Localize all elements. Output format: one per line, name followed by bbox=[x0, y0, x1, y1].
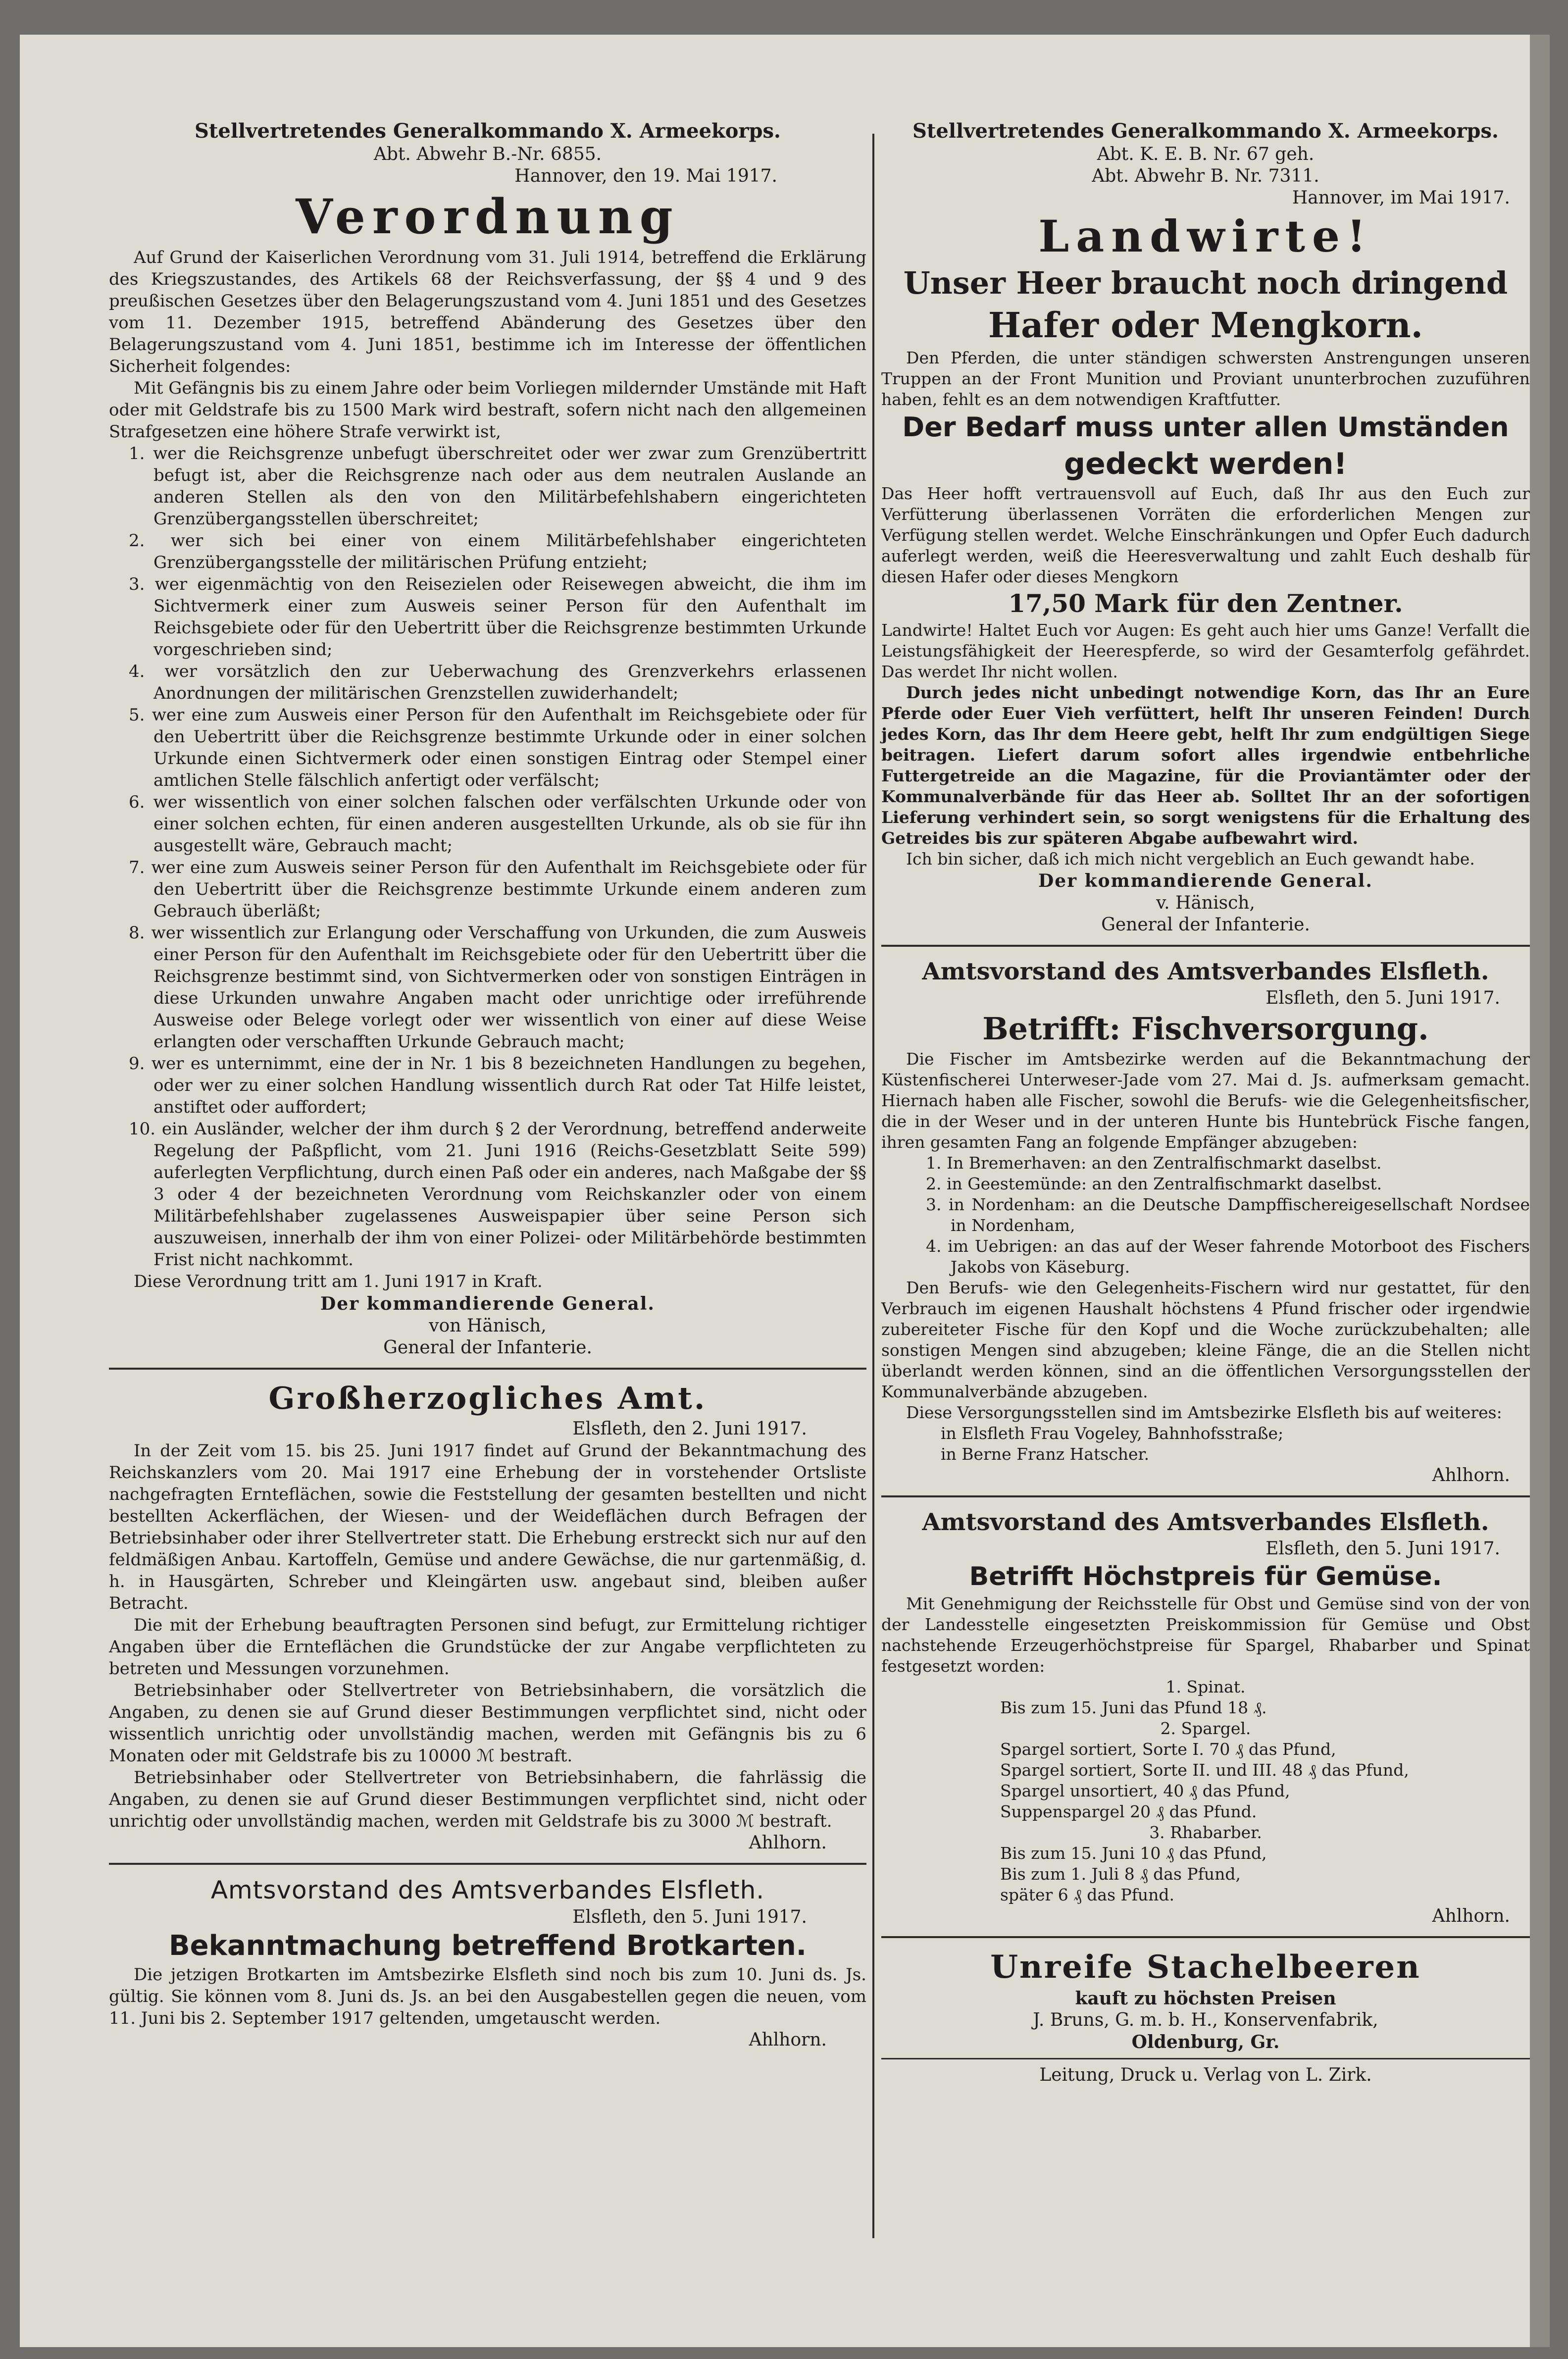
r3-line-9: Bis zum 15. Juni 10 ₰ das Pfund, bbox=[1000, 1844, 1267, 1863]
l1-item-5: 5. wer eine zum Ausweis einer Person für den Aufenthalt im Reichsgebiete oder für den Uebertritt über die Reichsgrenze bestimmte Urkunde oder in einer solchen Urkunde einen Sichtvermerk oder einen sonstigen Eintrag oder Stempel einer amtlichen Stelle fälschlich anfertigt oder verfälscht; bbox=[129, 705, 866, 790]
ad-line-2: J. Bruns, G. m. b. H., Konservenfabrik, bbox=[1033, 2010, 1378, 2030]
l2-place-date: Elsfleth, den 2. Juni 1917. bbox=[572, 1419, 807, 1439]
r1-p2: Das Heer hofft vertrauensvoll auf Euch, daß Ihr aus den Euch zur Verfütterung überlassenen Vorräten die erforderlichen Mengen zur Verfügung stellen werdet. Welche Einschränkungen und Opfer Euch dadurch auferlegt werden, weiß die Heeresverwaltung und zahlt Euch deshalb für diesen Hafer oder dieses Mengkorn bbox=[881, 484, 1530, 586]
l3-title: Bekanntmachung betreffend Brotkarten. bbox=[168, 1930, 807, 1962]
l1-item-7: 7. wer eine zum Ausweis seiner Person für den Aufenthalt im Reichsgebiete oder für den Uebertritt über die Reichsgrenze bestimmte Urkunde einem anderen zum Gebrauch überläßt; bbox=[129, 858, 866, 921]
imprint: Leitung, Druck u. Verlag von L. Zirk. bbox=[1039, 2065, 1372, 2085]
r3-line-1: 1. Spinat. bbox=[1165, 1677, 1246, 1696]
r3-line-7: Suppenspargel 20 ₰ das Pfund. bbox=[1000, 1802, 1257, 1821]
r3-place-date: Elsfleth, den 5. Juni 1917. bbox=[1265, 1538, 1500, 1559]
r1-p1: Den Pferden, die unter ständigen schwersten Anstrengungen unseren Truppen an der Front Munition und Proviant ununterbrochen zuzuführen haben, fehlt es an dem notwendigen Kraftfutter. bbox=[881, 348, 1530, 409]
separator bbox=[881, 1936, 1530, 1938]
r3-title: Betrifft Höchstpreis für Gemüse. bbox=[969, 1562, 1442, 1591]
r1-sig-title: Der kommandierende General. bbox=[1038, 871, 1373, 891]
r1-ref2: Abt. Abwehr B. Nr. 7311. bbox=[1092, 166, 1319, 186]
r3-line-8: 3. Rhabarber. bbox=[1149, 1823, 1262, 1842]
l1-title: Verordnung bbox=[296, 189, 680, 245]
separator bbox=[881, 945, 1530, 947]
l2-p1: In der Zeit vom 15. bis 25. Juni 1917 findet auf Grund der Bekanntmachung des Reichskanzlers vom 20. Mai 1917 eine Erhebung der in vorstehender Ortsliste nachgefragten Ernteflächen, sowie die Feststellung der gesamten bestellten und nicht bestellten Ackerflächen, der Wiesen- und der Weideflächen durch Befragen der Betriebsinhaber oder ihrer Stellvertreter statt. Die Erhebung erstreckt sich nur auf den feldmäßigen Anbau. Kartoffeln, Gemüse und andere Gewächse, die nur gartenmäßig, d. h. in Hausgärten, Schreber und Kleingärten usw. angebaut sind, bleiben außer Betracht. bbox=[109, 1441, 866, 1613]
r1-price: 17,50 Mark für den Zentner. bbox=[1008, 589, 1403, 618]
r1-subtitle-1: Unser Heer braucht noch dringend bbox=[903, 265, 1508, 301]
r1-ref1: Abt. K. E. B. Nr. 67 geh. bbox=[1097, 144, 1315, 164]
page-spine bbox=[1530, 35, 1550, 2347]
r2-location-2: in Berne Franz Hatscher. bbox=[941, 1444, 1150, 1464]
r3-line-11: später 6 ₰ das Pfund. bbox=[1000, 1885, 1175, 1904]
ad-title: Unreife Stachelbeeren bbox=[990, 1949, 1421, 1986]
r3-sig: Ahlhorn. bbox=[1432, 1906, 1510, 1926]
l1-sig-rank: General der Infanterie. bbox=[383, 1337, 592, 1358]
r1-p3: Landwirte! Haltet Euch vor Augen: Es geht auch hier ums Ganze! Verfallt die Leistungsfähigkeit der Heerespferde, so wird der Gesamterfolg gefährdet. Das werdet Ihr nicht wollen. bbox=[881, 620, 1530, 681]
r1-p5: Ich bin sicher, daß ich mich nicht vergeblich an Euch gewandt habe. bbox=[906, 849, 1475, 869]
r1-headline-2: gedeckt werden! bbox=[1064, 447, 1347, 481]
r1-org: Stellvertretendes Generalkommando X. Armeekorps. bbox=[912, 119, 1499, 143]
l2-p4: Betriebsinhaber oder Stellvertreter von Betriebsinhabern, die fahrlässig die Angaben, zu denen sie auf Grund dieser Bestimmungen verpflichtet sind, nicht oder unrichtig oder unvollständig machen, werden mit Geldstrafe bis zu 3000 ℳ bestraft. bbox=[109, 1768, 866, 1831]
l3-sig: Ahlhorn. bbox=[749, 2030, 827, 2050]
l1-ref: Abt. Abwehr B.-Nr. 6855. bbox=[373, 144, 602, 164]
r1-place-date: Hannover, im Mai 1917. bbox=[1292, 188, 1510, 208]
r1-sig-name: v. Hänisch, bbox=[1156, 893, 1255, 913]
r1-headline-1: Der Bedarf muss unter allen Umständen bbox=[902, 411, 1509, 443]
l3-org: Amtsvorstand des Amtsverbandes Elsfleth. bbox=[210, 1876, 765, 1904]
left-column bbox=[109, 119, 866, 2051]
l1-sig-name: von Hänisch, bbox=[429, 1316, 547, 1336]
r1-title: Landwirte! bbox=[1038, 210, 1373, 262]
l1-item-4: 4. wer vorsätzlich den zur Ueberwachung des Grenzverkehrs erlassenen Anordnungen der militärischen Grenzstellen zuwiderhandelt; bbox=[129, 662, 866, 703]
r3-p1: Mit Genehmigung der Reichsstelle für Obst und Gemüse sind von der von der Landesstelle eingesetzten Preiskommission für Gemüse und Obst nachstehende Erzeugerhöchstpreise für Spargel, Rhabarber und Spinat festgesetzt worden: bbox=[881, 1594, 1530, 1676]
l2-p2: Die mit der Erhebung beauftragten Personen sind befugt, zur Ermittelung richtiger Angaben über die Ernteflächen die Grundstücke der zur Angabe verpflichteten zu betreten und Messungen vorzunehmen. bbox=[109, 1615, 866, 1679]
r2-list-1: 1. In Bremerhaven: an den Zentralfischmarkt daselbst. bbox=[926, 1153, 1382, 1173]
l1-place-date: Hannover, den 19. Mai 1917. bbox=[514, 166, 777, 186]
r2-p1: Die Fischer im Amtsbezirke werden auf die Bekanntmachung der Küstenfischerei Unterweser-Jade vom 27. Mai d. Js. aufmerksam gemacht. Hiernach haben alle Fischer, sowohl die Berufs- wie die Gelegenheitsfischer, die in der Weser und in der unteren Hunte bis Huntebrück Fische fangen, ihren gesamten Fang an folgende Empfänger abzugeben: bbox=[881, 1049, 1530, 1152]
l1-item-9: 9. wer es unternimmt, eine der in Nr. 1 bis 8 bezeichneten Handlungen zu begehen, oder wer zu einer solchen Handlung wissentlich durch Rat oder Tat Hilfe leistet, anstiftet oder auffordert; bbox=[129, 1054, 866, 1117]
l1-intro: Auf Grund der Kaiserlichen Verordnung vom 31. Juli 1914, betreffend die Erklärung des Kriegszustandes, des Artikels 68 der Reichsverfassung, der §§ 4 und 9 des preußischen Gesetzes über den Belagerungszustand vom 4. Juni 1851 und des Gesetzes vom 11. Dezember 1915, betreffend Abänderung des Gesetzes über den Belagerungszustand vom 4. Juni 1851, bestimme ich im Interesse der öffentlichen Sicherheit folgendes: bbox=[109, 248, 866, 376]
r3-line-10: Bis zum 1. Juli 8 ₰ das Pfund, bbox=[1000, 1864, 1241, 1884]
l2-title: Großherzogliches Amt. bbox=[268, 1380, 707, 1416]
r3-line-4: Spargel sortiert, Sorte I. 70 ₰ das Pfund, bbox=[1000, 1740, 1336, 1759]
l1-item-10: 10. ein Ausländer, welcher der ihm durch § 2 der Verordnung, betreffend anderweite Regelung der Paßpflicht, vom 21. Juni 1916 (Reichs-Gesetzblatt Seite 599) auferlegten Verpflichtung, durch einen Paß oder ein anderes, nach Maßgabe der §§ 3 oder 4 der bezeichneten Verordnung vom Reichskanzler oder von einem Militärbefehlshaber zugelassenes Ausweispapier über seine Person sich auszuweisen, innerhalb der ihm von einer Polizei- oder Militärbehörde bestimmten Frist nicht nachkommt. bbox=[129, 1119, 866, 1270]
ad-line-3: Oldenburg, Gr. bbox=[1131, 2032, 1280, 2052]
separator bbox=[109, 1368, 866, 1370]
separator bbox=[109, 1863, 866, 1865]
newspaper-page bbox=[20, 35, 1550, 2347]
r2-place-date: Elsfleth, den 5. Juni 1917. bbox=[1265, 988, 1500, 1008]
r2-p3: Diese Versorgungsstellen sind im Amtsbezirke Elsfleth bis auf weiteres: bbox=[906, 1403, 1502, 1422]
r2-org: Amtsvorstand des Amtsverbandes Elsfleth. bbox=[922, 958, 1489, 985]
separator bbox=[881, 2058, 1530, 2059]
l3-place-date: Elsfleth, den 5. Juni 1917. bbox=[572, 1907, 807, 1927]
right-column bbox=[881, 119, 1530, 2086]
l1-penalty: Mit Gefängnis bis zu einem Jahre oder beim Vorliegen mildernder Umstände mit Haft oder mit Geldstrafe bis zu 1500 Mark wird bestraft, sofern nicht nach den allgemeinen Strafgesetzen eine höhere Strafe verwirkt ist, bbox=[109, 378, 866, 442]
r2-location-1: in Elsfleth Frau Vogeley, Bahnhofsstraße; bbox=[941, 1424, 1284, 1443]
r1-sig-rank: General der Infanterie. bbox=[1101, 915, 1310, 935]
r1-subtitle-2: Hafer oder Mengkorn. bbox=[988, 305, 1423, 346]
r2-title: Betrifft: Fischversorgung. bbox=[982, 1011, 1429, 1047]
r2-list-4: 4. im Uebrigen: an das auf der Weser fahrende Motorboot des Fischers Jakobs von Käseburg. bbox=[926, 1236, 1530, 1277]
r3-org: Amtsvorstand des Amtsverbandes Elsfleth. bbox=[922, 1508, 1489, 1536]
r3-line-6: Spargel unsortiert, 40 ₰ das Pfund, bbox=[1000, 1781, 1290, 1800]
r3-line-5: Spargel sortiert, Sorte II. und III. 48 ₰ das Pfund, bbox=[1000, 1760, 1409, 1780]
l3-body: Die jetzigen Brotkarten im Amtsbezirke Elsfleth sind noch bis zum 10. Juni ds. Js. gültig. Sie können vom 8. Juni ds. Js. an bei den Ausgabestellen gegen die neuen, vom 11. Juni bis 2. September 1917 geltenden, umgetauscht werden. bbox=[109, 1965, 866, 2028]
r1-p4: Durch jedes nicht unbedingt notwendige Korn, das Ihr an Eure Pferde oder Euer Vieh verfüttert, helft Ihr unseren Feinden! Durch jedes Korn, das Ihr dem Heere gebt, helft Ihr zum endgültigen Siege beitragen. Liefert darum sofort alles irgendwie entbehrliche Futtergetreide an die Magazine, für die Proviantämter oder der Kommunalverbände für das Heer ab. Solltet Ihr an der sofortigen Lieferung verhindert sein, so sorgt wenigstens für die Erhaltung des Getreides bis zur späteren Abgabe aufbewahrt wird. bbox=[881, 683, 1530, 848]
l2-sig: Ahlhorn. bbox=[749, 1833, 827, 1853]
ad-line-1: kauft zu höchsten Preisen bbox=[1075, 1988, 1336, 2009]
r3-line-2: Bis zum 15. Juni das Pfund 18 ₰. bbox=[1000, 1698, 1267, 1717]
r2-list-3: 3. in Nordenham: an die Deutsche Dampffischereigesellschaft Nordsee in Nordenham, bbox=[926, 1195, 1530, 1235]
r2-p2: Den Berufs- wie den Gelegenheits-Fischern wird nur gestattet, für den Verbrauch im eigenen Haushalt höchstens 4 Pfund frischer oder irgendwie zubereiteter Fische für den Kopf und die Woche zurückzubehalten; alle sonstigen Mengen sind abzugeben; kleine Fänge, die an die Stellen nicht überlandt werden können, sind an die öffentlichen Versorgungsstellen der Kommunalverbände abzugeben. bbox=[881, 1278, 1530, 1401]
l1-item-6: 6. wer wissentlich von einer solchen falschen oder verfälschten Urkunde oder von einer solchen echten, für einen anderen ausgestellten Urkunde, als ob sie für ihn ausgestellt wäre, Gebrauch macht; bbox=[129, 792, 866, 856]
r2-list-2: 2. in Geestemünde: an den Zentralfischmarkt daselbst. bbox=[926, 1174, 1382, 1193]
l1-item-8: 8. wer wissentlich zur Erlangung oder Verschaffung von Urkunden, die zum Ausweis einer Person für den Aufenthalt im Reichsgebiete oder für den Uebertritt über die Reichsgrenze bestimmt sind, von Sichtvermerken oder von sonstigen Einträgen in diese Urkunden unwahre Angaben macht oder unrichtige oder irreführende Ausweise oder Belege vorlegt oder wer wissentlich von einer auf diese Weise erlangten oder verschafften Urkunde Gebrauch macht; bbox=[129, 923, 866, 1052]
l1-item-2: 2. wer sich bei einer von einem Militärbefehlshaber eingerichteten Grenzübergangsstelle der militärischen Prüfung entzieht; bbox=[129, 531, 866, 572]
r2-sig: Ahlhorn. bbox=[1432, 1465, 1510, 1486]
l2-p3: Betriebsinhaber oder Stellvertreter von Betriebsinhabern, die vorsätzlich die Angaben, zu denen sie auf Grund dieser Bestimmungen verpflichtet sind, nicht oder wissentlich unrichtig oder unvollständig machen, werden mit Gefängnis bis zu 6 Monaten oder mit Geldstrafe bis zu 10000 ℳ bestraft. bbox=[109, 1681, 866, 1766]
column-divider bbox=[872, 134, 874, 2238]
l1-item-1: 1. wer die Reichsgrenze unbefugt überschreitet oder wer zwar zum Grenzübertritt befugt ist, aber die Reichsgrenze nach oder aus dem neutralen Auslande an anderen Stellen als den von den Militärbefehlshabern eingerichteten Grenzübergangsstellen überschreitet; bbox=[129, 444, 866, 529]
l1-sig-title: Der kommandierende General. bbox=[320, 1293, 655, 1314]
separator bbox=[881, 1495, 1530, 1497]
r3-line-3: 2. Spargel. bbox=[1160, 1719, 1251, 1738]
l1-org: Stellvertretendes Generalkommando X. Armeekorps. bbox=[195, 119, 781, 143]
l1-effective: Diese Verordnung tritt am 1. Juni 1917 in Kraft. bbox=[134, 1272, 543, 1291]
l1-item-3: 3. wer eigenmächtig von den Reisezielen oder Reisewegen abweicht, die ihm im Sichtvermerk einer zum Ausweis seiner Person für den Aufenthalt im Reichsgebiete oder für den Uebertritt über die Reichsgrenze bestimmten Urkunde vorgeschrieben sind; bbox=[129, 574, 866, 660]
